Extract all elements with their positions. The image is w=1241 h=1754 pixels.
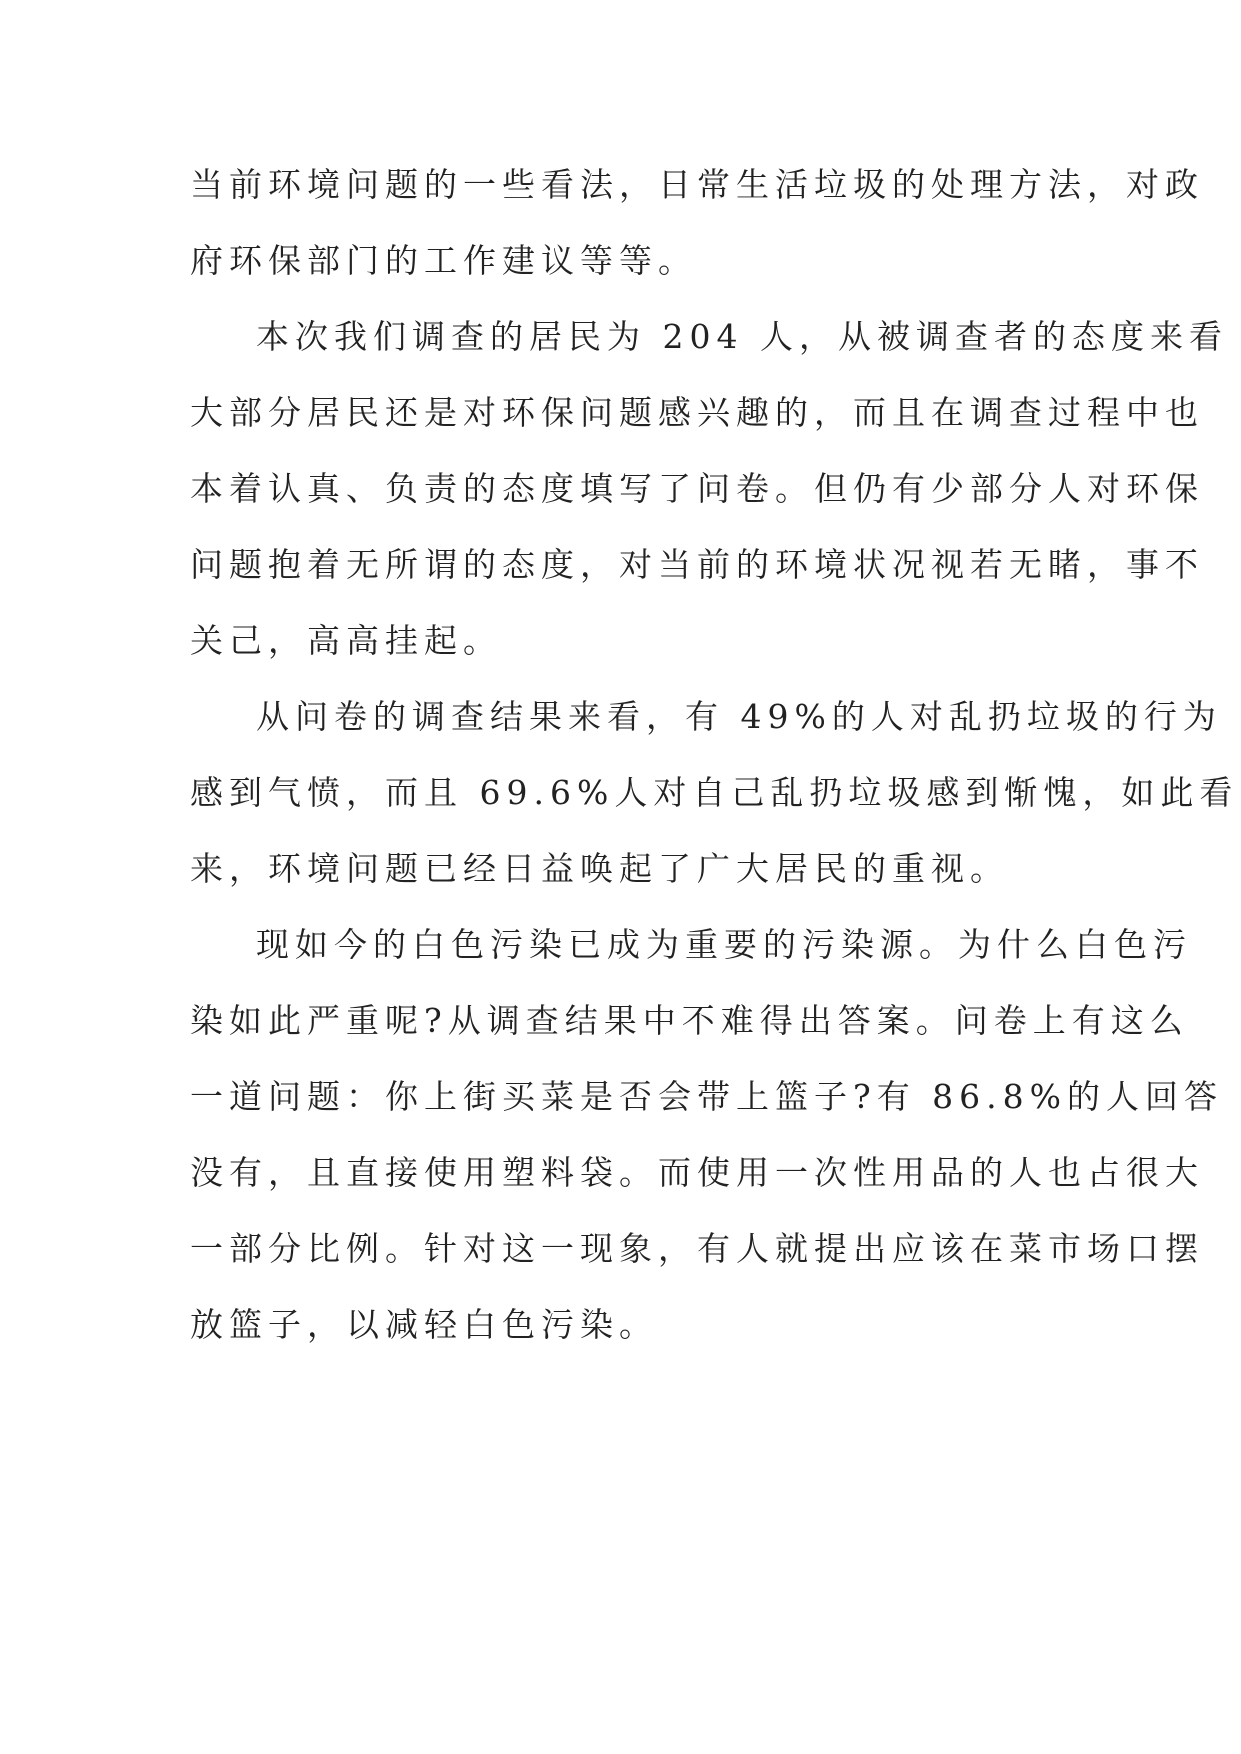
text-line: 问题抱着无所谓的态度，对当前的环境状况视若无睹，事不: [190, 545, 1204, 584]
paragraph-1: [190, 160, 1204, 286]
text-line: 一道问题：你上街买菜是否会带上篮子?有 86.8%的人回答: [190, 1077, 1224, 1116]
paragraph-2: [190, 312, 1228, 666]
text-line: 关己，高高挂起。: [190, 621, 502, 660]
document-body: [190, 160, 1239, 1376]
text-line: 本次我们调查的居民为 204 人，从被调查者的态度来看: [256, 317, 1228, 356]
text-line: 来，环境问题已经日益唤起了广大居民的重视。: [190, 849, 1009, 888]
text-line: 现如今的白色污染已成为重要的污染源。为什么白色污: [256, 925, 1192, 964]
text-line: 一部分比例。针对这一现象，有人就提出应该在菜市场口摆: [190, 1229, 1204, 1268]
paragraph-3: [190, 692, 1239, 894]
text-line: 没有，且直接使用塑料袋。而使用一次性用品的人也占很大: [190, 1153, 1204, 1192]
text-line: 府环保部门的工作建议等等。: [190, 241, 697, 280]
text-line: 大部分居民还是对环保问题感兴趣的，而且在调查过程中也: [190, 393, 1204, 432]
text-line: 感到气愤，而且 69.6%人对自己乱扔垃圾感到惭愧，如此看: [190, 773, 1239, 812]
paragraph-4: [190, 920, 1224, 1350]
text-line: 从问卷的调查结果来看，有 49%的人对乱扔垃圾的行为: [256, 697, 1222, 736]
text-line: 染如此严重呢?从调查结果中不难得出答案。问卷上有这么: [190, 1001, 1189, 1040]
text-line: 放篮子，以减轻白色污染。: [190, 1305, 658, 1344]
text-line: 本着认真、负责的态度填写了问卷。但仍有少部分人对环保: [190, 469, 1204, 508]
text-line: 当前环境问题的一些看法，日常生活垃圾的处理方法，对政: [190, 165, 1204, 204]
